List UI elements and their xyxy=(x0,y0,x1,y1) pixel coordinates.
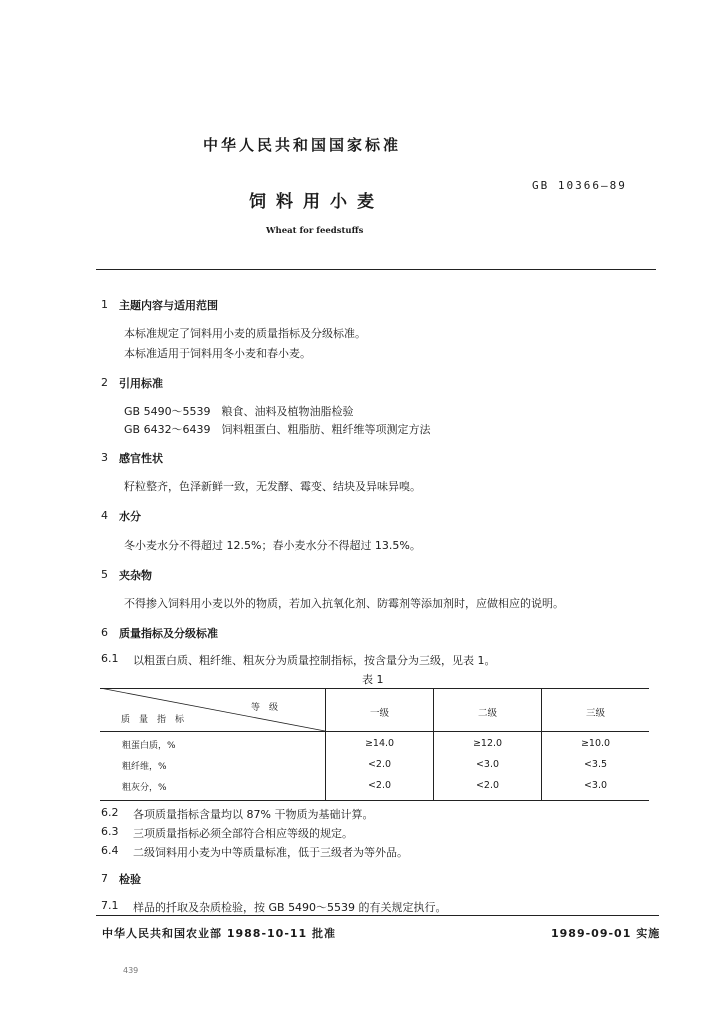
clause-6-4-number: 6.4 xyxy=(101,844,119,857)
clause-7-1-text: 样品的扦取及杂质检验，按 GB 5490～5539 的有关规定执行。 xyxy=(133,901,447,914)
table-bottom-rule xyxy=(100,800,649,801)
section-5-line-1: 不得掺入饲料用小麦以外的物质，若加入抗氧化剂、防霉剂等添加剂时，应做相应的说明。 xyxy=(124,597,564,610)
table-corner-index-label: 质 量 指 标 xyxy=(121,715,185,725)
table-cell: <3.0 xyxy=(583,780,608,791)
table-header-rule xyxy=(100,731,649,732)
table-row-label: 粗灰分，% xyxy=(122,783,167,793)
table-cell: <3.5 xyxy=(583,759,608,770)
issuer-approval: 中华人民共和国农业部 1988-10-11 批准 xyxy=(102,927,337,940)
clause-6-1-number: 6.1 xyxy=(101,652,119,665)
clause-6-3-number: 6.3 xyxy=(101,825,119,838)
table-row-label: 粗纤维，% xyxy=(122,762,167,772)
section-3-title: 感官性状 xyxy=(119,452,163,465)
section-7-title: 检验 xyxy=(119,873,141,886)
clause-7-1-number: 7.1 xyxy=(101,899,119,912)
standard-title: 饲料用小麦 xyxy=(249,192,384,212)
standard-code: GB 10366—89 xyxy=(532,179,627,192)
effective-date: 1989-09-01 实施 xyxy=(551,927,661,940)
table-cell: <2.0 xyxy=(475,780,500,791)
table-cell: ≥10.0 xyxy=(580,738,611,749)
section-4-number: 4 xyxy=(101,509,108,522)
table-caption: 表 1 xyxy=(362,673,384,686)
section-1-title: 主题内容与适用范围 xyxy=(119,299,218,312)
table-cell: <2.0 xyxy=(367,780,392,791)
table-col-header-2: 二级 xyxy=(477,708,497,719)
footer-divider xyxy=(96,915,659,916)
section-7-number: 7 xyxy=(101,872,108,885)
section-3-line-1: 籽粒整齐，色泽新鲜一致，无发酵、霉变、结块及异味异嗅。 xyxy=(124,480,421,493)
header-divider xyxy=(96,269,656,270)
section-1-number: 1 xyxy=(101,298,108,311)
section-5-number: 5 xyxy=(101,568,108,581)
section-6-number: 6 xyxy=(101,626,108,639)
english-title: Wheat for feedstuffs xyxy=(266,226,364,236)
table-cell: <3.0 xyxy=(475,759,500,770)
clause-6-2-text: 各项质量指标含量均以 87% 干物质为基础计算。 xyxy=(133,808,374,821)
section-2-title: 引用标准 xyxy=(119,377,163,390)
table-corner-grade-label: 等 级 xyxy=(251,703,279,713)
section-2-number: 2 xyxy=(101,376,108,389)
table-cell: ≥14.0 xyxy=(364,738,395,749)
section-2-line-2: GB 6432～6439 饲料粗蛋白、粗脂肪、粗纤维等项测定方法 xyxy=(124,423,431,436)
clause-6-3-text: 三项质量指标必须全部符合相应等级的规定。 xyxy=(133,827,353,840)
section-4-line-1: 冬小麦水分不得超过 12.5%；春小麦水分不得超过 13.5%。 xyxy=(124,539,421,552)
section-3-number: 3 xyxy=(101,451,108,464)
section-6-title: 质量指标及分级标准 xyxy=(119,627,218,640)
table-cell: <2.0 xyxy=(367,759,392,770)
clause-6-4-text: 二级饲料用小麦为中等质量标准，低于三级者为等外品。 xyxy=(133,846,408,859)
publisher-title: 中华人民共和国国家标准 xyxy=(203,136,402,154)
page-number: 439 xyxy=(123,966,139,975)
clause-6-1-text: 以粗蛋白质、粗纤维、粗灰分为质量控制指标，按含量分为三级，见表 1。 xyxy=(133,654,496,667)
table-row-label: 粗蛋白质，% xyxy=(122,741,176,751)
section-2-line-1: GB 5490～5539 粮食、油料及植物油脂检验 xyxy=(124,405,354,418)
section-5-title: 夹杂物 xyxy=(119,569,152,582)
section-4-title: 水分 xyxy=(119,510,141,523)
clause-6-2-number: 6.2 xyxy=(101,806,119,819)
table-col-header-1: 一级 xyxy=(369,708,389,719)
table-col-header-3: 三级 xyxy=(585,708,605,719)
table-cell: ≥12.0 xyxy=(472,738,503,749)
section-1-line-1: 本标准规定了饲料用小麦的质量指标及分级标准。 xyxy=(124,327,366,340)
section-1-line-2: 本标准适用于饲料用冬小麦和春小麦。 xyxy=(124,347,311,360)
